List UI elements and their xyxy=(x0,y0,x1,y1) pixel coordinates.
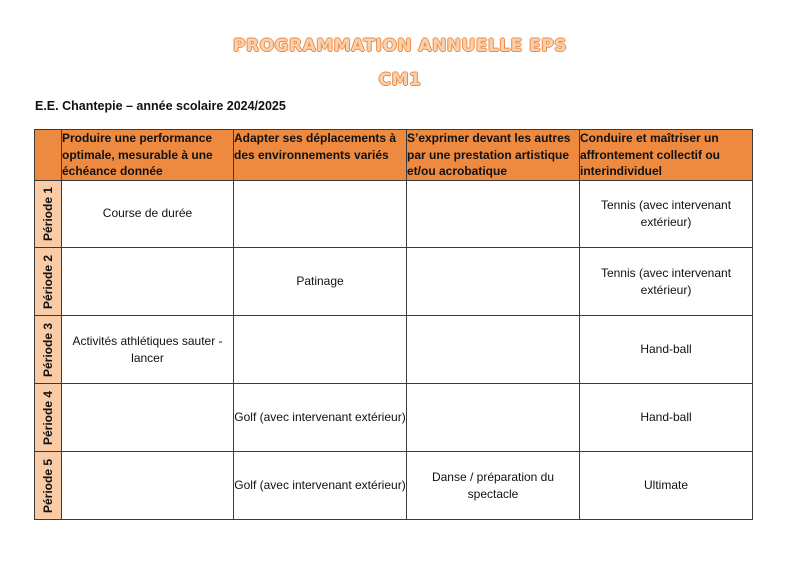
table-cell xyxy=(407,316,580,384)
programming-table xyxy=(34,129,753,520)
class-level: CM1 xyxy=(378,70,422,90)
table-cell: Danse / préparation du spectacle xyxy=(407,452,580,520)
table-cell xyxy=(62,248,234,316)
corner-cell xyxy=(35,130,62,181)
table-cell xyxy=(62,452,234,520)
table-cell: Course de durée xyxy=(62,180,234,248)
period-label: Période 3 xyxy=(41,322,55,377)
table-cell xyxy=(62,384,234,452)
table-row xyxy=(35,384,753,452)
table-cell: Hand-ball xyxy=(580,384,753,452)
table-cell xyxy=(407,180,580,248)
period-label: Période 2 xyxy=(41,254,55,309)
table-cell: Patinage xyxy=(234,248,407,316)
period-label: Période 4 xyxy=(41,390,55,445)
period-label-cell xyxy=(35,384,62,452)
table-cell xyxy=(407,384,580,452)
table-row xyxy=(35,316,753,384)
period-label-cell xyxy=(35,180,62,248)
table-cell: Golf (avec intervenant extérieur) xyxy=(234,384,407,452)
table-cell: Hand-ball xyxy=(580,316,753,384)
period-label-cell xyxy=(35,452,62,520)
table-cell: Tennis (avec intervenant extérieur) xyxy=(580,248,753,316)
column-header-performance: Produire une performance optimale, mesurable à une échéance donnée xyxy=(62,130,234,181)
table-cell xyxy=(407,248,580,316)
period-label: Période 5 xyxy=(41,458,55,513)
page-title: PROGRAMMATION ANNUELLE EPS xyxy=(233,36,567,56)
table-cell xyxy=(234,180,407,248)
table-cell: Ultimate xyxy=(580,452,753,520)
table-cell: Activités athlétiques sauter - lancer xyxy=(62,316,234,384)
table-row xyxy=(35,452,753,520)
header-row xyxy=(35,130,753,181)
table-cell: Golf (avec intervenant extérieur) xyxy=(234,452,407,520)
table-cell xyxy=(234,316,407,384)
column-header-confrontation: Conduire et maîtriser un affrontement collectif ou interindividuel xyxy=(580,130,753,181)
school-year: E.E. Chantepie – année scolaire 2024/2025 xyxy=(35,99,286,113)
period-label-cell xyxy=(35,316,62,384)
column-header-environments: Adapter ses déplacements à des environnements variés xyxy=(234,130,407,181)
table-cell: Tennis (avec intervenant extérieur) xyxy=(580,180,753,248)
column-header-artistic: S’exprimer devant les autres par une prestation artistique et/ou acrobatique xyxy=(407,130,580,181)
period-label: Période 1 xyxy=(41,186,55,241)
period-label-cell xyxy=(35,248,62,316)
table-row xyxy=(35,180,753,248)
table-row xyxy=(35,248,753,316)
